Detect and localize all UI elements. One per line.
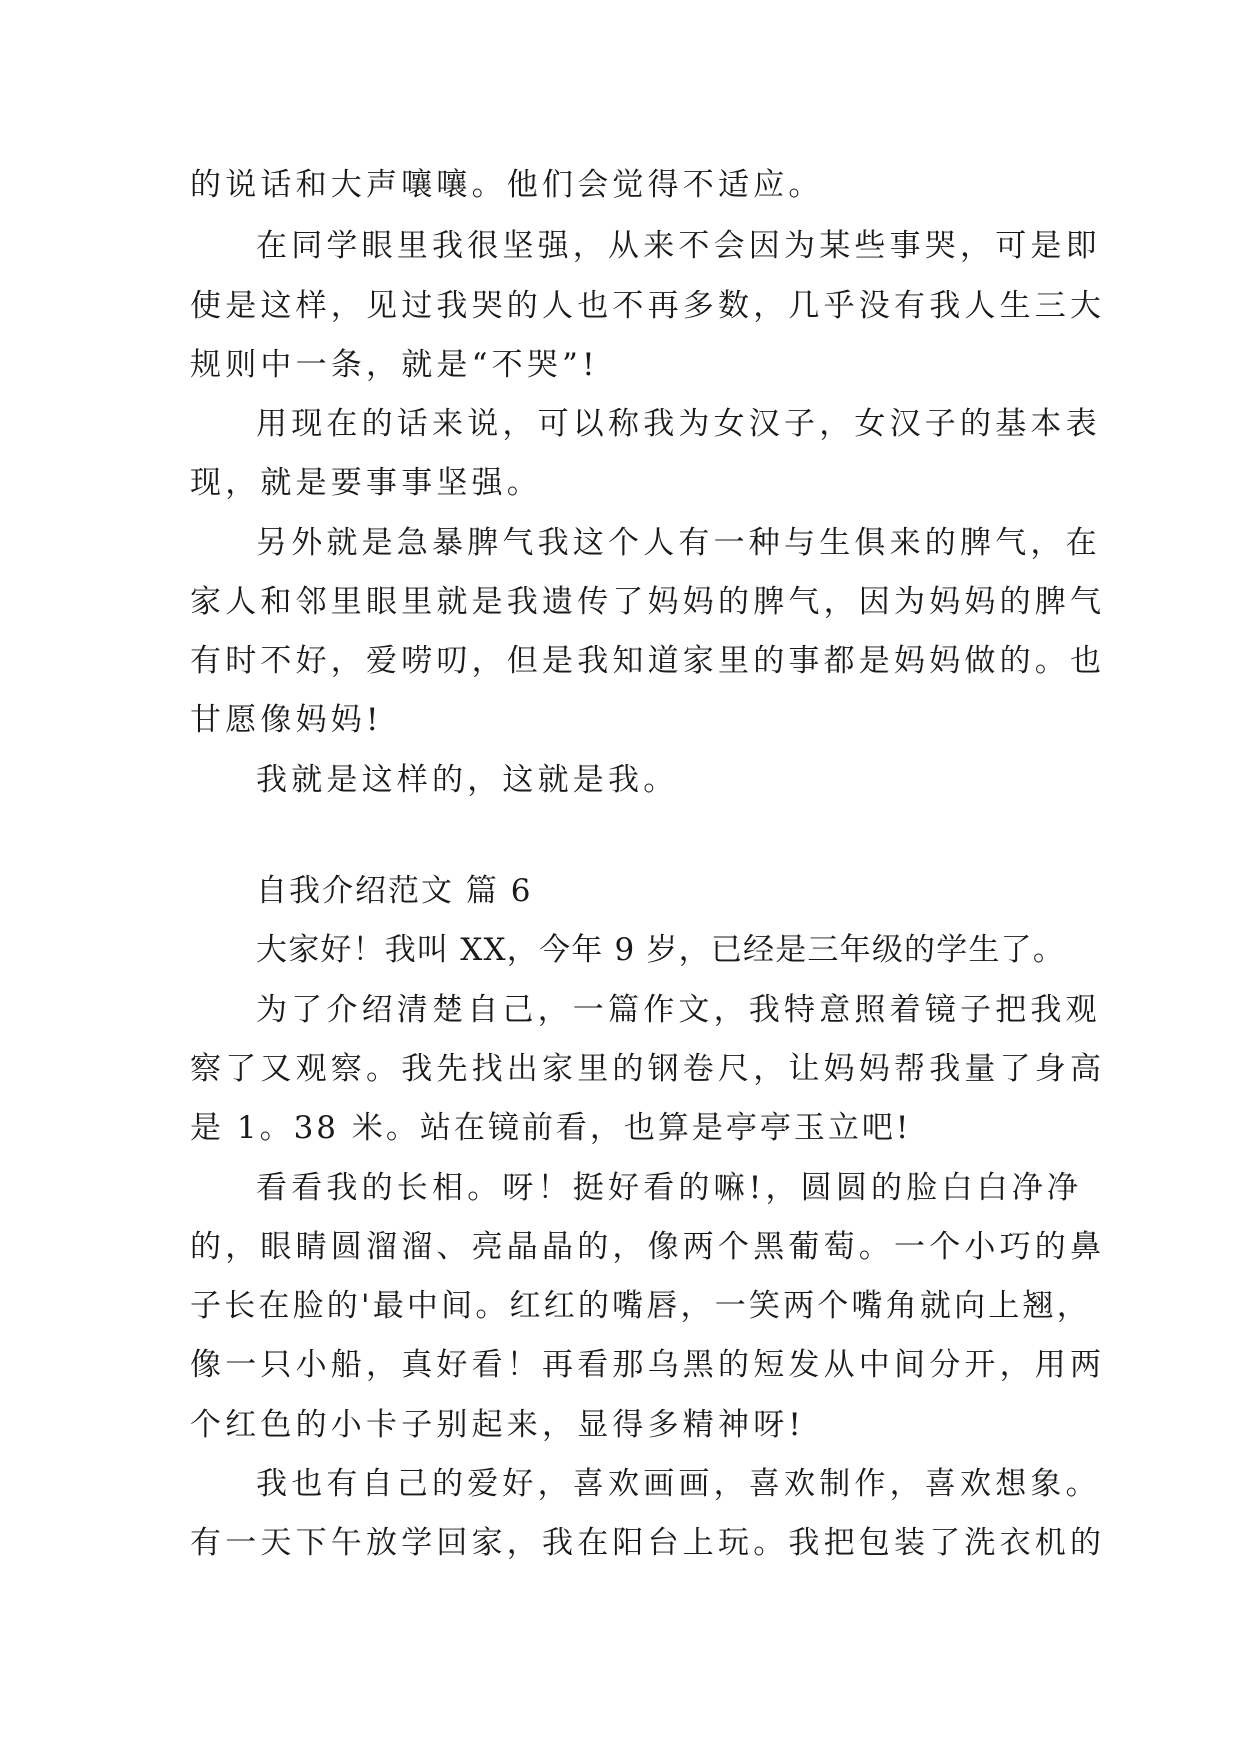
text-line: 甘愿像妈妈! (190, 702, 383, 738)
text-line: 规则中一条，就是“不哭”! (190, 347, 599, 383)
text-line: 家人和邻里眼里就是我遗传了妈妈的脾气，因为妈妈的脾气 (190, 584, 1106, 620)
text-line: 的说话和大声嚷嚷。他们会觉得不适应。 (190, 167, 824, 203)
section-heading: 自我介绍范文 篇 6 (256, 873, 533, 909)
text-line: 是 1。38 米。站在镜前看，也算是亭亭玉立吧! (190, 1110, 912, 1146)
paragraph-start: 在同学眼里我很坚强，从来不会因为某些事哭，可是即 (256, 228, 1101, 264)
paragraph-start: 我也有自己的爱好，喜欢画画，喜欢制作，喜欢想象。 (256, 1466, 1101, 1502)
paragraph-start: 我就是这样的，这就是我。 (256, 762, 679, 798)
text-line: 察了又观察。我先找出家里的钢卷尺，让妈妈帮我量了身高 (190, 1051, 1106, 1087)
text-line: 有一天下午放学回家，我在阳台上玩。我把包装了洗衣机的 (190, 1525, 1106, 1561)
text-line: 现，就是要事事坚强。 (190, 465, 542, 501)
text-line: 像一只小船，真好看！再看那乌黑的短发从中间分开，用两 (190, 1347, 1106, 1383)
text-line: 有时不好，爱唠叨，但是我知道家里的事都是妈妈做的。也 (190, 643, 1106, 679)
paragraph-start: 大家好！我叫 XX，今年 9 岁，已经是三年级的学生了。 (256, 932, 1066, 968)
text-line: 个红色的小卡子别起来，显得多精神呀! (190, 1407, 806, 1443)
paragraph-start: 用现在的话来说，可以称我为女汉子，女汉子的基本表 (256, 406, 1101, 442)
paragraph-start: 另外就是急暴脾气我这个人有一种与生俱来的脾气，在 (256, 525, 1101, 561)
text-line: 的，眼睛圆溜溜、亮晶晶的，像两个黑葡萄。一个小巧的鼻 (190, 1229, 1106, 1265)
text-line: 子长在脸的'最中间。红红的嘴唇，一笑两个嘴角就向上翘， (190, 1288, 1091, 1324)
paragraph-start: 为了介绍清楚自己，一篇作文，我特意照着镜子把我观 (256, 992, 1101, 1028)
paragraph-start: 看看我的长相。呀！挺好看的嘛!，圆圆的脸白白净净 (256, 1170, 1083, 1206)
text-line: 使是这样，见过我哭的人也不再多数，几乎没有我人生三大 (190, 288, 1106, 324)
